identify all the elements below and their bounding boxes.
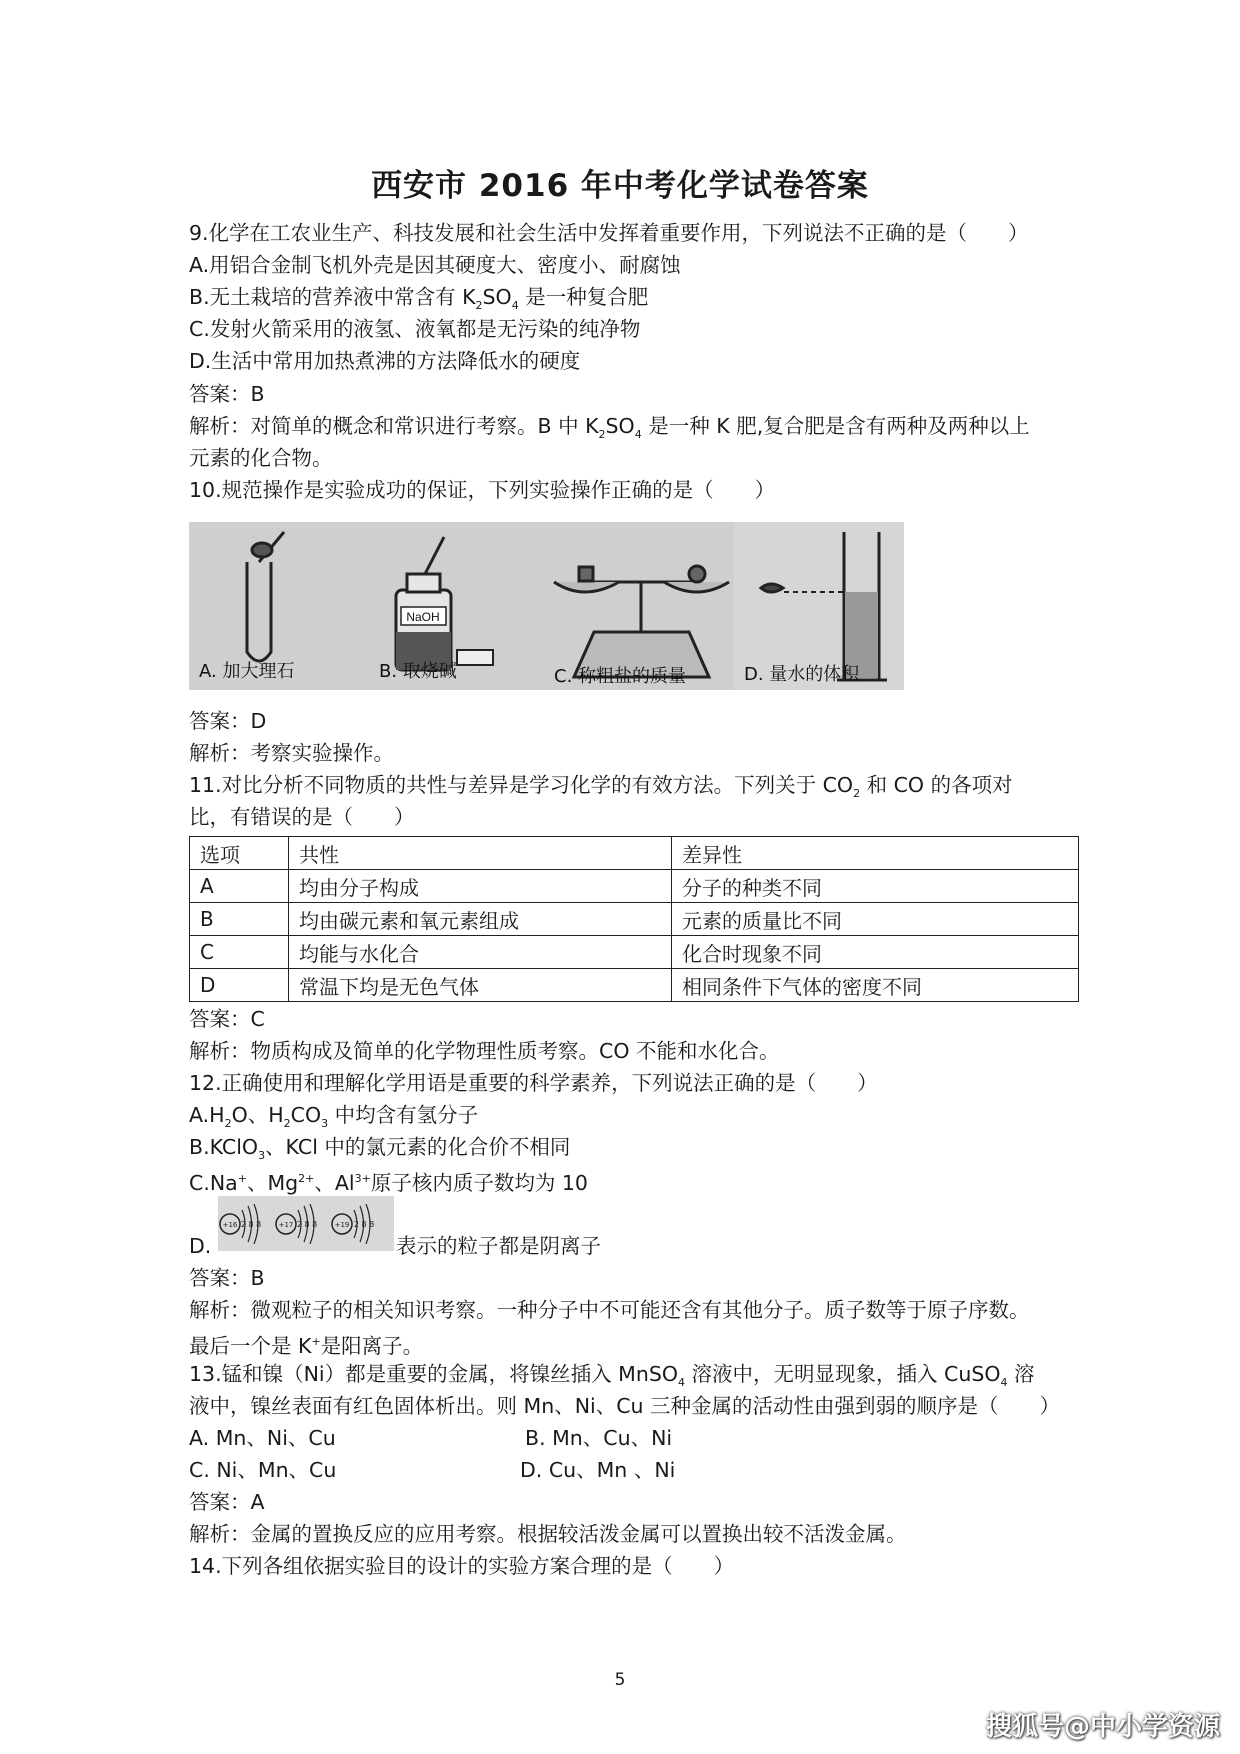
table-cell: 分子的种类不同: [672, 870, 1079, 903]
svg-text:2 8 8: 2 8 8: [296, 1220, 318, 1229]
q11-answer: 答案：C: [189, 1007, 265, 1031]
q13-option-c: C. Ni、Mn、Cu: [189, 1458, 337, 1482]
q13-option-a: A. Mn、Ni、Cu: [189, 1426, 336, 1450]
q9-analysis: 解析：对简单的概念和常识进行考察。B 中 $K_2SO_4$ 是一种 K 肥,复合肥是含有两种及两种以上: [189, 414, 1030, 442]
q10-answer: 答案：D: [189, 709, 267, 733]
table-header-cell: 选项: [190, 837, 289, 870]
q10-analysis: 解析：考察实验操作。: [189, 741, 394, 765]
table-row: [190, 969, 1079, 1002]
q12-option-a: $A.H_2O$、$H_2CO_3$ 中均含有氢分子: [189, 1103, 479, 1131]
table-header-cell: 差异性: [672, 837, 1079, 870]
q12-stem: 12.正确使用和理解化学用语是重要的科学素养，下列说法正确的是（ ）: [189, 1071, 878, 1095]
q12-option-b: B.KClO$_3$、KCl 中的氯元素的化合价不相同: [189, 1135, 571, 1163]
comparison-table: [189, 836, 1079, 1002]
q13-stem-cont: 液中，镍丝表面有红色固体析出。则 Mn、Ni、Cu 三种金属的活动性由强到弱的顺序是（ ）: [189, 1394, 1061, 1418]
table-cell: B: [190, 903, 289, 936]
q9-option-b: B.无土栽培的营养液中常含有 $K_2SO_4$ 是一种复合肥: [189, 285, 649, 313]
q14-stem: 14.下列各组依据实验目的设计的实验方案合理的是（ ）: [189, 1554, 735, 1578]
q13-analysis: 解析：金属的置换反应的应用考察。根据较活泼金属可以置换出较不活泼金属。: [189, 1522, 907, 1546]
q9-option-a: A.用铝合金制飞机外壳是因其硬度大、密度小、耐腐蚀: [189, 253, 681, 277]
q11-stem-cont: 比，有错误的是（ ）: [189, 805, 415, 829]
q12-option-d: 表示的粒子都是阴离子: [396, 1234, 601, 1258]
table-cell: 均能与水化合: [289, 936, 672, 969]
table-cell: D: [190, 969, 289, 1002]
q13-option-b: B. Mn、Cu、Ni: [525, 1426, 673, 1450]
table-cell: 均由碳元素和氧元素组成: [289, 903, 672, 936]
q9-answer: 答案：B: [189, 382, 265, 406]
q12-option-d-label: D.: [189, 1234, 212, 1258]
table-cell: 常温下均是无色气体: [289, 969, 672, 1002]
svg-text:NaOH: NaOH: [406, 610, 440, 624]
table-cell: 化合时现象不同: [672, 936, 1079, 969]
image-label-c: C. 称粗盐的质量: [554, 666, 687, 687]
q11-stem: 11.对比分析不同物质的共性与差异是学习化学的有效方法。下列关于 $CO_2$ 和 CO 的各项对: [189, 773, 1013, 801]
table-cell: C: [190, 936, 289, 969]
q13-answer: 答案：A: [189, 1490, 265, 1514]
svg-text:+16: +16: [222, 1221, 238, 1229]
table-cell: 元素的质量比不同: [672, 903, 1079, 936]
page-number: 5: [614, 1670, 626, 1690]
atom-structure-image: [218, 1196, 394, 1251]
table-cell: 均由分子构成: [289, 870, 672, 903]
q12-answer: 答案：B: [189, 1266, 265, 1290]
q13-option-d: D. Cu、Mn 、Ni: [520, 1458, 676, 1482]
svg-text:2 8 8: 2 8 8: [353, 1220, 375, 1229]
q10-stem: 10.规范操作是实验成功的保证，下列实验操作正确的是（ ）: [189, 478, 776, 502]
lab-operations-image: [189, 522, 904, 690]
page-title: 西安市 2016 年中考化学试卷答案: [371, 168, 869, 204]
image-label-b: B. 取烧碱: [379, 661, 457, 682]
image-label-a: A. 加大理石: [199, 661, 295, 682]
q12-analysis-cont: 最后一个是 K+是阳离子。: [189, 1333, 424, 1358]
image-label-d: D. 量水的体积: [744, 664, 860, 685]
q9-stem: 9.化学在工农业生产、科技发展和社会生活中发挥着重要作用，下列说法不正确的是（ ）: [189, 221, 1029, 245]
table-cell: 相同条件下气体的密度不同: [672, 969, 1079, 1002]
q9-option-c: C.发射火箭采用的液氢、液氧都是无污染的纯净物: [189, 317, 641, 341]
svg-text:2 8 8: 2 8 8: [240, 1220, 262, 1229]
q12-analysis: 解析：微观粒子的相关知识考察。一种分子中不可能还含有其他分子。质子数等于原子序数。: [189, 1298, 1030, 1322]
table-header-row: [190, 837, 1079, 870]
svg-text:+19: +19: [334, 1221, 350, 1229]
svg-text:+17: +17: [278, 1221, 294, 1229]
table-row: [190, 870, 1079, 903]
table-row: [190, 903, 1079, 936]
watermark: 搜狐号@中小学资源: [985, 1712, 1220, 1742]
q9-analysis-cont: 元素的化合物。: [189, 446, 333, 470]
q11-analysis: 解析：物质构成及简单的化学物理性质考察。CO 不能和水化合。: [189, 1039, 780, 1063]
table-row: [190, 936, 1079, 969]
table-cell: A: [190, 870, 289, 903]
q12-option-c: C.Na+、$Mg^{2+}$、$Al^{3+}$原子核内质子数均为 10: [189, 1170, 588, 1195]
q9-option-d: D.生活中常用加热煮沸的方法降低水的硬度: [189, 349, 581, 373]
q13-stem: 13.锰和镍（Ni）都是重要的金属，将镍丝插入 MnSO$_4$ 溶液中，无明显现象，插入 CuSO$_4$ 溶: [189, 1362, 1035, 1390]
table-header-cell: 共性: [289, 837, 672, 870]
